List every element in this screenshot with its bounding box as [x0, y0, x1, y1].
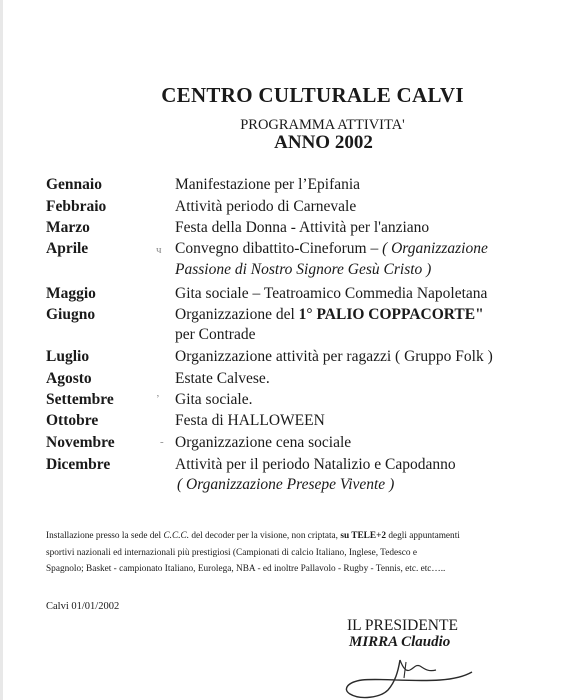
activity-text: Manifestazione per l’Epifania — [175, 176, 361, 193]
note-text: degli appuntamenti — [386, 531, 460, 541]
activity-text: Attività per il periodo Natalizio e Capodanno — [175, 456, 456, 473]
month-label: Maggio — [46, 285, 96, 302]
handwritten-signature — [340, 642, 480, 700]
activity-text — [175, 305, 484, 325]
activity-text-italic: ( Organizzazione — [382, 240, 488, 257]
activity-continuation: ( Organizzazione Presepe Vivente ) — [177, 476, 395, 493]
activity-text-plain: Convegno dibattito-Cineforum – — [175, 240, 383, 257]
program-subtitle: PROGRAMMA ATTIVITA' — [240, 117, 405, 133]
note-line — [46, 528, 577, 545]
note-line: sportivi nazionali ed internazionali più prestigiosi (Campionati di calcio Italiano, Inglese, Tedesco e — [46, 547, 417, 558]
scan-speck: ʼ — [156, 393, 160, 405]
month-label: Giugno — [46, 306, 96, 323]
month-label: Luglio — [46, 348, 90, 365]
note-text-bold: su TELE+2 — [340, 531, 387, 541]
note-text: del decoder per la visione, non criptata, — [189, 531, 341, 541]
month-label: Ottobre — [46, 412, 99, 429]
activity-text: Gita sociale. — [175, 391, 253, 408]
activity-text-bold: 1° PALIO COPPACORTE" — [298, 306, 484, 323]
month-label: Novembre — [46, 434, 115, 451]
scan-speck: ч — [156, 244, 162, 256]
month-label: Settembre — [46, 391, 114, 408]
tv-note-paragraph — [46, 528, 577, 578]
activity-text: Festa di HALLOWEEN — [175, 412, 325, 429]
scan-speck: - — [160, 436, 164, 448]
month-label: Marzo — [46, 219, 90, 236]
note-text: Installazione presso la sede del — [46, 531, 164, 541]
year-heading: ANNO 2002 — [274, 132, 373, 153]
president-name: MIRRA Claudio — [349, 634, 451, 650]
activity-text: Attività periodo di Carnevale — [175, 198, 357, 215]
note-text-italic: C.C.C. — [163, 531, 190, 541]
document-date: Calvi 01/01/2002 — [46, 601, 120, 612]
month-label: Aprile — [46, 240, 89, 257]
activity-text: Organizzazione cena sociale — [175, 434, 352, 451]
organization-title: CENTRO CULTURALE CALVI — [161, 83, 464, 107]
activity-text: Organizzazione attività per ragazzi ( Gruppo Folk ) — [175, 348, 493, 365]
activity-continuation: per Contrade — [175, 326, 256, 343]
month-label: Febbraio — [46, 198, 107, 215]
president-title: IL PRESIDENTE — [347, 617, 458, 634]
month-label: Gennaio — [46, 176, 102, 193]
activity-continuation: Passione di Nostro Signore Gesù Cristo ) — [175, 261, 432, 278]
note-line: Spagnolo; Basket - campionato Italiano, Eurolega, NBA - ed inoltre Pallavolo - Rugby - Tennis, etc. etc….. — [46, 564, 446, 574]
activity-text: Gita sociale – Teatroamico Commedia Napoletana — [175, 285, 488, 302]
activity-text: Festa della Donna - Attività per l'anziano — [175, 219, 430, 236]
month-label: Dicembre — [46, 456, 111, 473]
activity-text-plain: Organizzazione del — [175, 306, 299, 323]
month-label: Agosto — [46, 370, 92, 387]
activity-text — [175, 239, 488, 259]
activity-text: Estate Calvese. — [175, 370, 270, 387]
